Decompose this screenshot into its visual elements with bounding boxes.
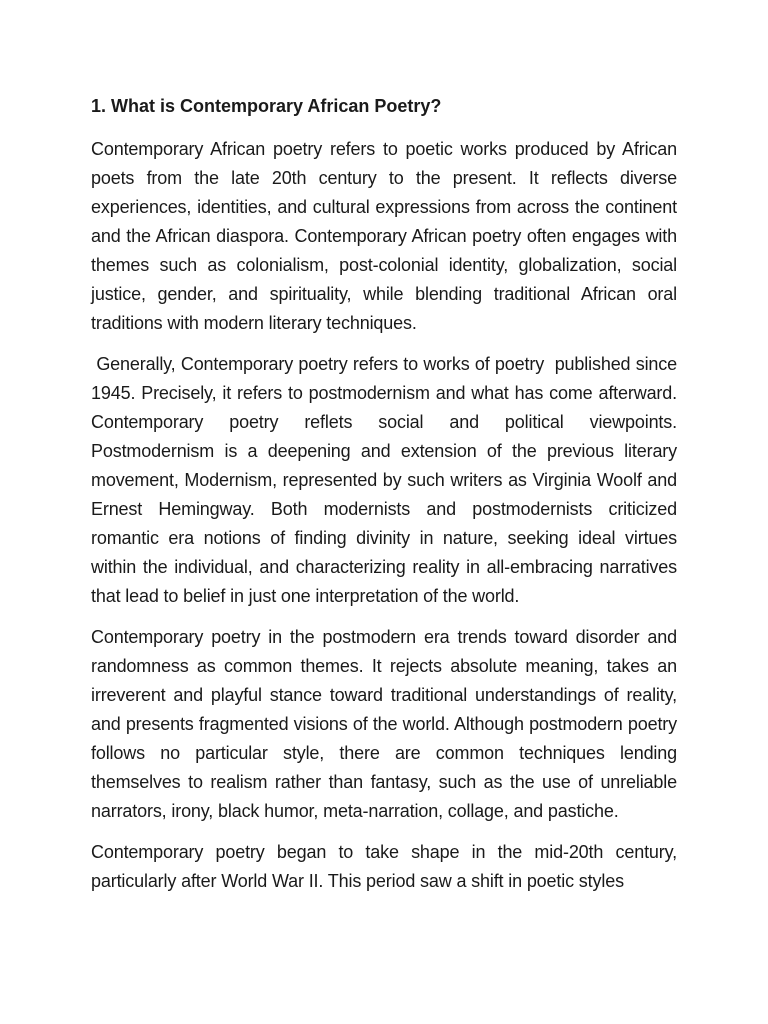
paragraph-postmodern-era: Contemporary poetry in the postmodern era trends toward disorder and randomness as common themes. It rejects absolute meaning, takes an irreverent and playful stance toward traditional understandings of reality, and presents fragmented visions of the world. Although postmodern poetry follows no particular style, there are common techniques lending themselves to realism rather than fantasy, such as the use of unreliable narrators, irony, black humor, meta-narration, collage, and pastiche. [91,627,677,821]
paragraph-definition: Contemporary African poetry refers to poetic works produced by African poets from the late 20th century to the present. It reflects diverse experiences, identities, and cultural expressions from across the continent and the African diaspora. Contemporary African poetry often engages with themes such as colonialism, post-colonial identity, globalization, social justice, gender, and spirituality, while blending traditional African oral traditions with modern literary techniques. [91,139,677,333]
paragraph-postmodernism: Generally, Contemporary poetry refers to works of poetry published since 1945. Precisely, it refers to postmodernism and what has come afterward. Contemporary poetry reflets social and political viewpoints. Postmodernism is a deepening and extension of the previous literary movement, Modernism, represented by such writers as Virginia Woolf and Ernest Hemingway. Both modernists and postmodernists criticized romantic era notions of finding divinity in nature, seeking ideal virtues within the individual, and characterizing reality in all-embracing narratives that lead to belief in just one interpretation of the world. [91,354,682,606]
document-page [91,92,682,908]
section-heading: 1. What is Contemporary African Poetry? [91,96,442,116]
paragraph-history: Contemporary poetry began to take shape in the mid-20th century, particularly after World War II. This period saw a shift in poetic styles [91,842,677,891]
